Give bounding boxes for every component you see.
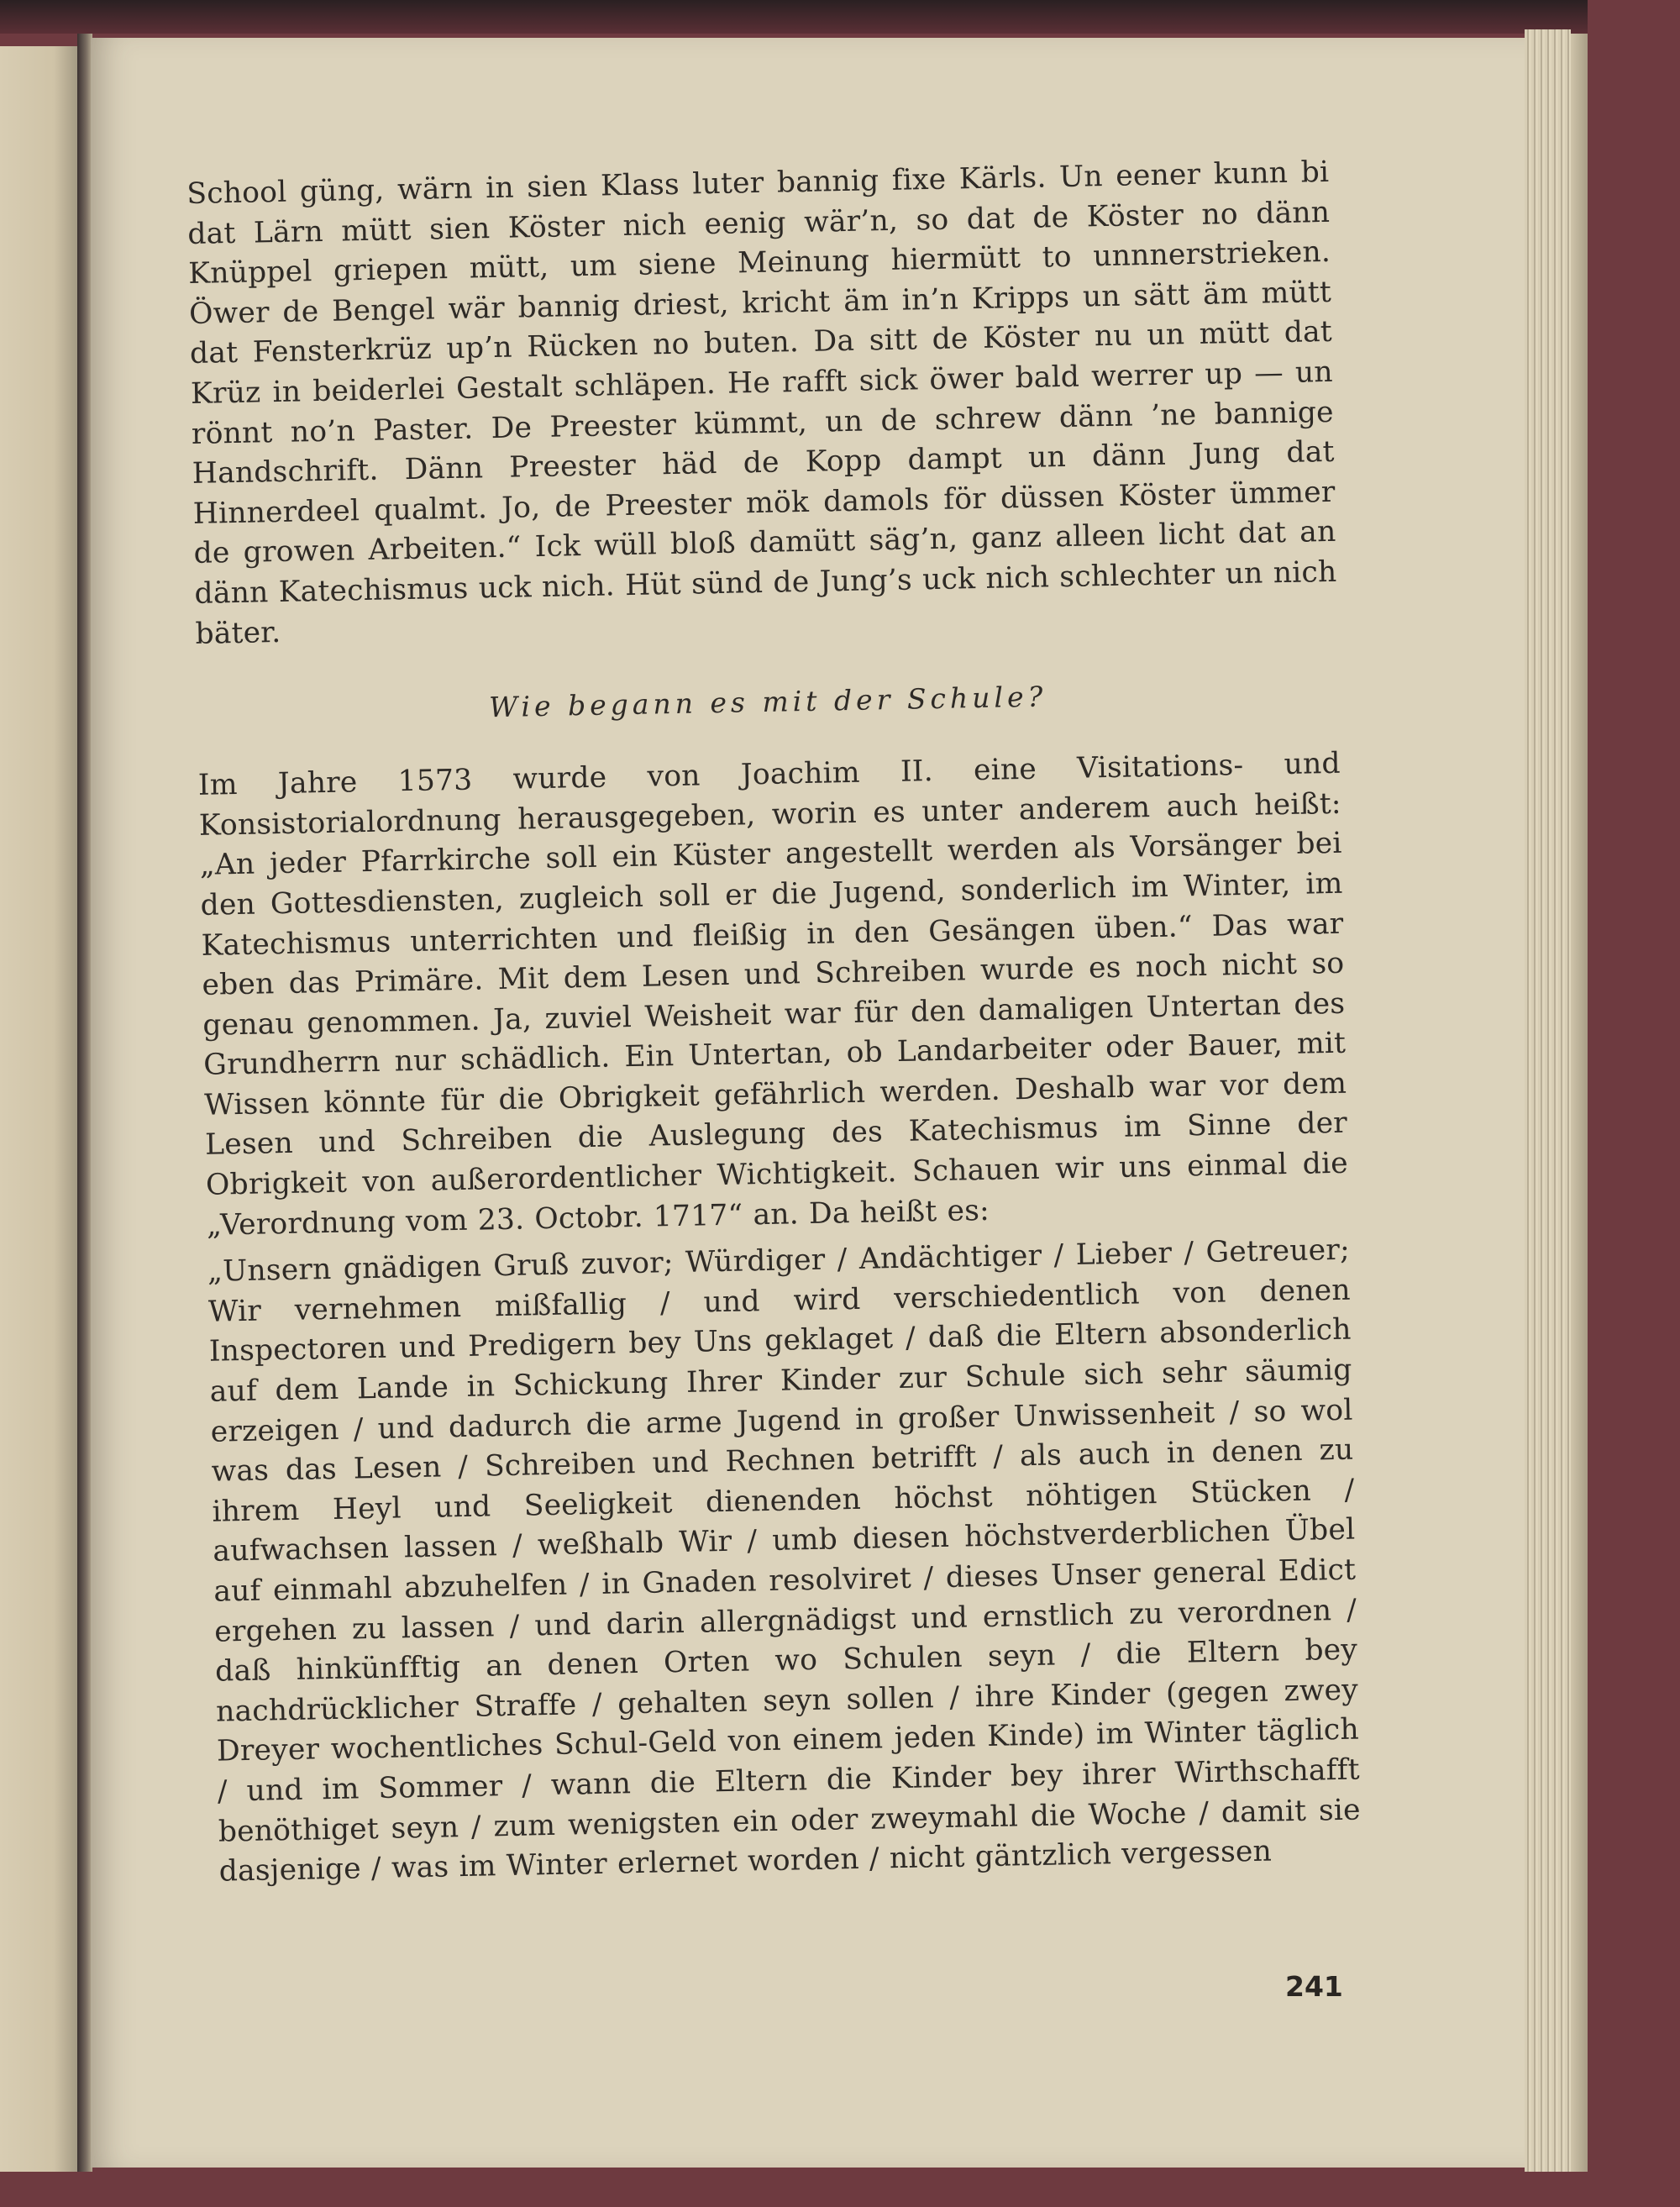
page-stack-edge: [1525, 29, 1571, 2180]
left-facing-page: [0, 46, 77, 2197]
page-number: 241: [1285, 1970, 1343, 2003]
paragraph-1: School güng, wärn in sien Klass luter bannig fixe Kärls. Un eener kunn bi dat Lärn mütt sien Köster nich eenig wär’n, so dat de Köster no dänn Knüppel griepen mütt, um siene Meinung hiermütt to unnnerstrieken. Öwer de Bengel wär bannig driest, kricht äm in’n Kripps un sätt äm mütt dat Fensterkrüz up’n Rücken no buten. Da sitt de Köster nu un mütt dat Krüz in beiderlei Gestalt schläpen. He rafft sick öwer bald werrer up — un rönnt no’n Paster. De Preester kümmt, un de schrew dänn ’ne bannige Handschrift. Dänn Preester häd de Kopp dampt un dänn Jung dat Hinnerdeel qualmt. Jo, de Preester mök damols för düssen Köster ümmer de growen Arbeiten.“ Ick wüll bloß damütt säg’n, ganz alleen licht dat an dänn Katechismus uck nich. Hüt sünd de Jung’s uck nich schlechter un nich bäter.: [186, 155, 1337, 651]
book-cover-bottom: [0, 2172, 1680, 2207]
page-stack-edge-outer: [1571, 34, 1588, 2172]
page-text-block: [186, 153, 1362, 1892]
paragraph-3-quote: „Unsern gnädigen Gruß zuvor; Würdiger / Andächtiger / Lieber / Getreuer; Wir vernehmen mißfallig / und wird verschiedentlich von denen Inspectoren und Predigern bey Uns geklaget / daß die Eltern absonderlich auf dem Lande in Schickung Ihrer Kinder zur Schule sich sehr säumig erzeigen / und dadurch die arme Jugend in großer Unwissenheit / so wol was das Lesen / Schreiben und Rechnen betrifft / als auch in denen zu ihrem Heyl und Seeligkeit dienenden höchst nöhtigen Stücken / aufwachsen lassen / weßhalb Wir / umb diesen höchstverderblichen Übel auf einmahl abzuhelfen / in Gnaden resolviret / dieses Unser general Edict ergehen zu lassen / und darin allergnädigst und ernstlich zu verordnen / daß hinkünfftig an denen Orten wo Schulen seyn / die Eltern bey nachdrücklicher Straffe / gehalten seyn sollen / ihre Kinder (gegen zwey Dreyer wochentliches Schul-Geld von einem jeden Kinde) im Winter täglich / und im Sommer / wann die Eltern die Kinder bey ihrer Wirthschafft benöthiget seyn / zum wenigsten ein oder zweymahl die Woche / damit sie dasjenige / was im Winter erlernet worden / nicht gäntzlich vergessen: [207, 1232, 1362, 1889]
book-cover-right: [1588, 0, 1680, 2207]
paragraph-2: Im Jahre 1573 wurde von Joachim II. eine Visitations- und Konsistorialordnung herausgegeben, worin es unter anderem auch heißt: „An jeder Pfarrkirche soll ein Küster angestellt werden als Vorsänger bei den Gottesdiensten, zugleich soll er die Jugend, sonderlich im Winter, im Katechismus unterrichten und fleißig in den Gesängen üben.“ Das war eben das Primäre. Mit dem Lesen und Schreiben wurde es noch nicht so genau genommen. Ja, zuviel Weisheit war für den damaligen Untertan des Grundherrn nur schädlich. Ein Untertan, ob Landarbeiter oder Bauer, mit Wissen könnte für die Obrigkeit gefährlich werden. Deshalb war vor dem Lesen und Schreiben die Auslegung des Katechismus im Sinne der Obrigkeit von außerordentlicher Wichtigkeit. Schauen wir uns einmal die „Verordnung vom 23. Octobr. 1717“ an. Da heißt es:: [197, 746, 1349, 1243]
section-heading: Wie begann es mit der Schule?: [488, 680, 1047, 724]
book-cover-top: [0, 0, 1680, 34]
